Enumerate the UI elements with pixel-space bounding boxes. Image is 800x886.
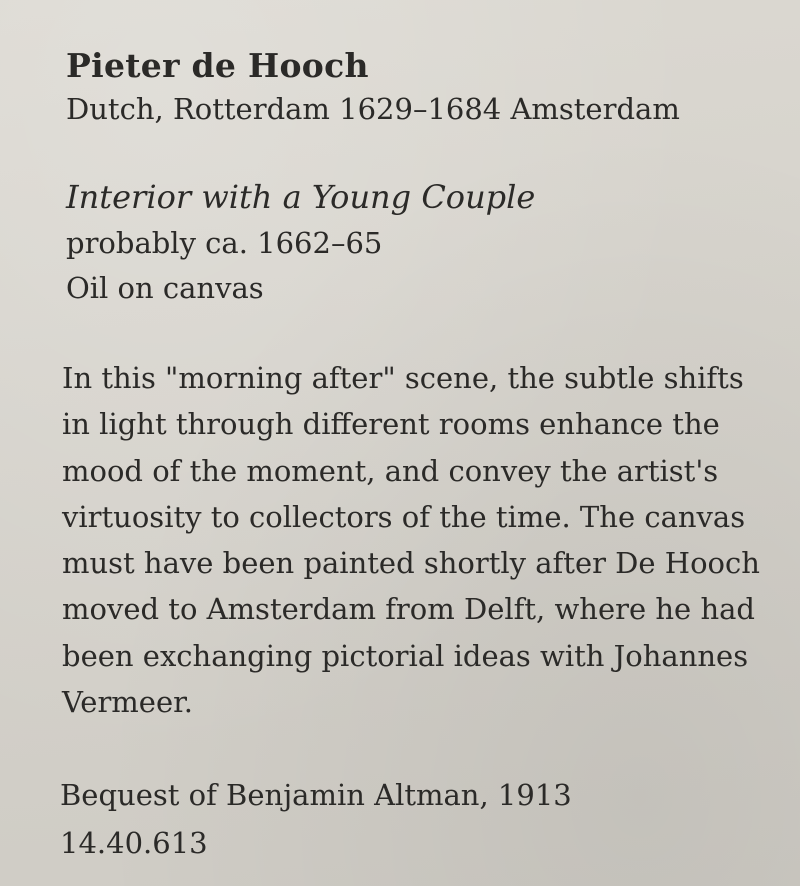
artwork-date: probably ca. 1662–65 xyxy=(66,226,383,260)
accession-number: 14.40.613 xyxy=(60,826,208,860)
description-line: virtuosity to collectors of the time. The canvas xyxy=(62,499,746,534)
artist-name: Pieter de Hooch xyxy=(66,46,369,85)
artwork-title: Interior with a Young Couple xyxy=(66,178,536,216)
description-line: must have been painted shortly after De Hooch xyxy=(62,546,760,581)
description-line: mood of the moment, and convey the artist's xyxy=(62,453,719,488)
artwork-description xyxy=(62,355,782,725)
description-line: In this "morning after" scene, the subtle shifts xyxy=(62,361,744,395)
description-line: Vermeer. xyxy=(62,685,194,720)
description-line: in light through different rooms enhance the xyxy=(62,407,720,442)
artwork-medium: Oil on canvas xyxy=(66,271,264,305)
artist-nationality-dates: Dutch, Rotterdam 1629–1684 Amsterdam xyxy=(66,92,680,126)
description-line: been exchanging pictorial ideas with Johannes xyxy=(62,638,749,673)
credit-line: Bequest of Benjamin Altman, 1913 xyxy=(60,778,572,812)
description-line: moved to Amsterdam from Delft, where he had xyxy=(62,592,755,627)
